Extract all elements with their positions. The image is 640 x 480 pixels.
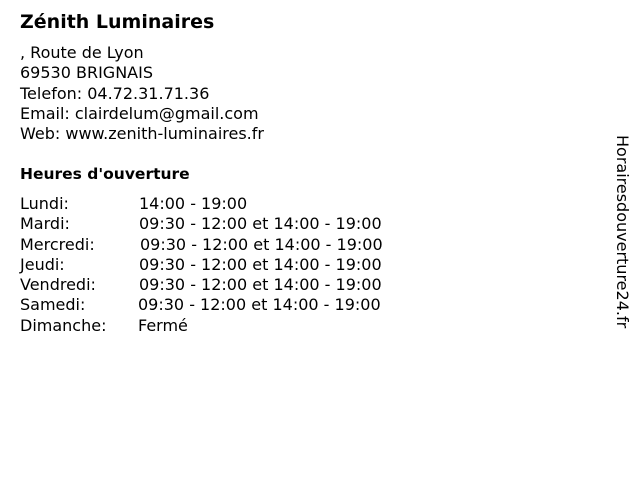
day-label: Mardi:: [20, 214, 70, 234]
day-label: Mercredi:: [20, 234, 95, 254]
day-label: Lundi:: [20, 194, 69, 213]
day-hours: 09:30 - 12:00 et 14:00 - 19:00: [139, 214, 382, 234]
business-name: Zénith Luminaires: [20, 11, 215, 33]
address-city: 69530 BRIGNAIS: [20, 63, 153, 83]
phone-number: Telefon: 04.72.31.71.36: [20, 83, 210, 103]
email-address: Email: clairdelum@gmail.com: [20, 103, 259, 123]
day-hours: 09:30 - 12:00 et 14:00 - 19:00: [140, 234, 383, 254]
day-hours: 14:00 - 19:00: [139, 194, 248, 213]
contact-block: [20, 43, 264, 144]
day-label: Jeudi:: [20, 254, 65, 274]
day-hours: 09:30 - 12:00 et 14:00 - 19:00: [138, 295, 381, 315]
site-watermark: Horairesdouverture24.fr: [613, 135, 632, 329]
day-label: Dimanche:: [20, 315, 107, 335]
day-hours: Fermé: [138, 315, 188, 335]
day-hours: 09:30 - 12:00 et 14:00 - 19:00: [139, 275, 382, 295]
day-hours: 09:30 - 12:00 et 14:00 - 19:00: [139, 254, 382, 274]
address-street: , Route de Lyon: [20, 43, 144, 62]
day-label: Vendredi:: [20, 275, 96, 295]
day-label: Samedi:: [20, 295, 86, 315]
website: Web: www.zenith-luminaires.fr: [20, 124, 264, 144]
opening-hours-heading: Heures d'ouverture: [20, 165, 190, 183]
